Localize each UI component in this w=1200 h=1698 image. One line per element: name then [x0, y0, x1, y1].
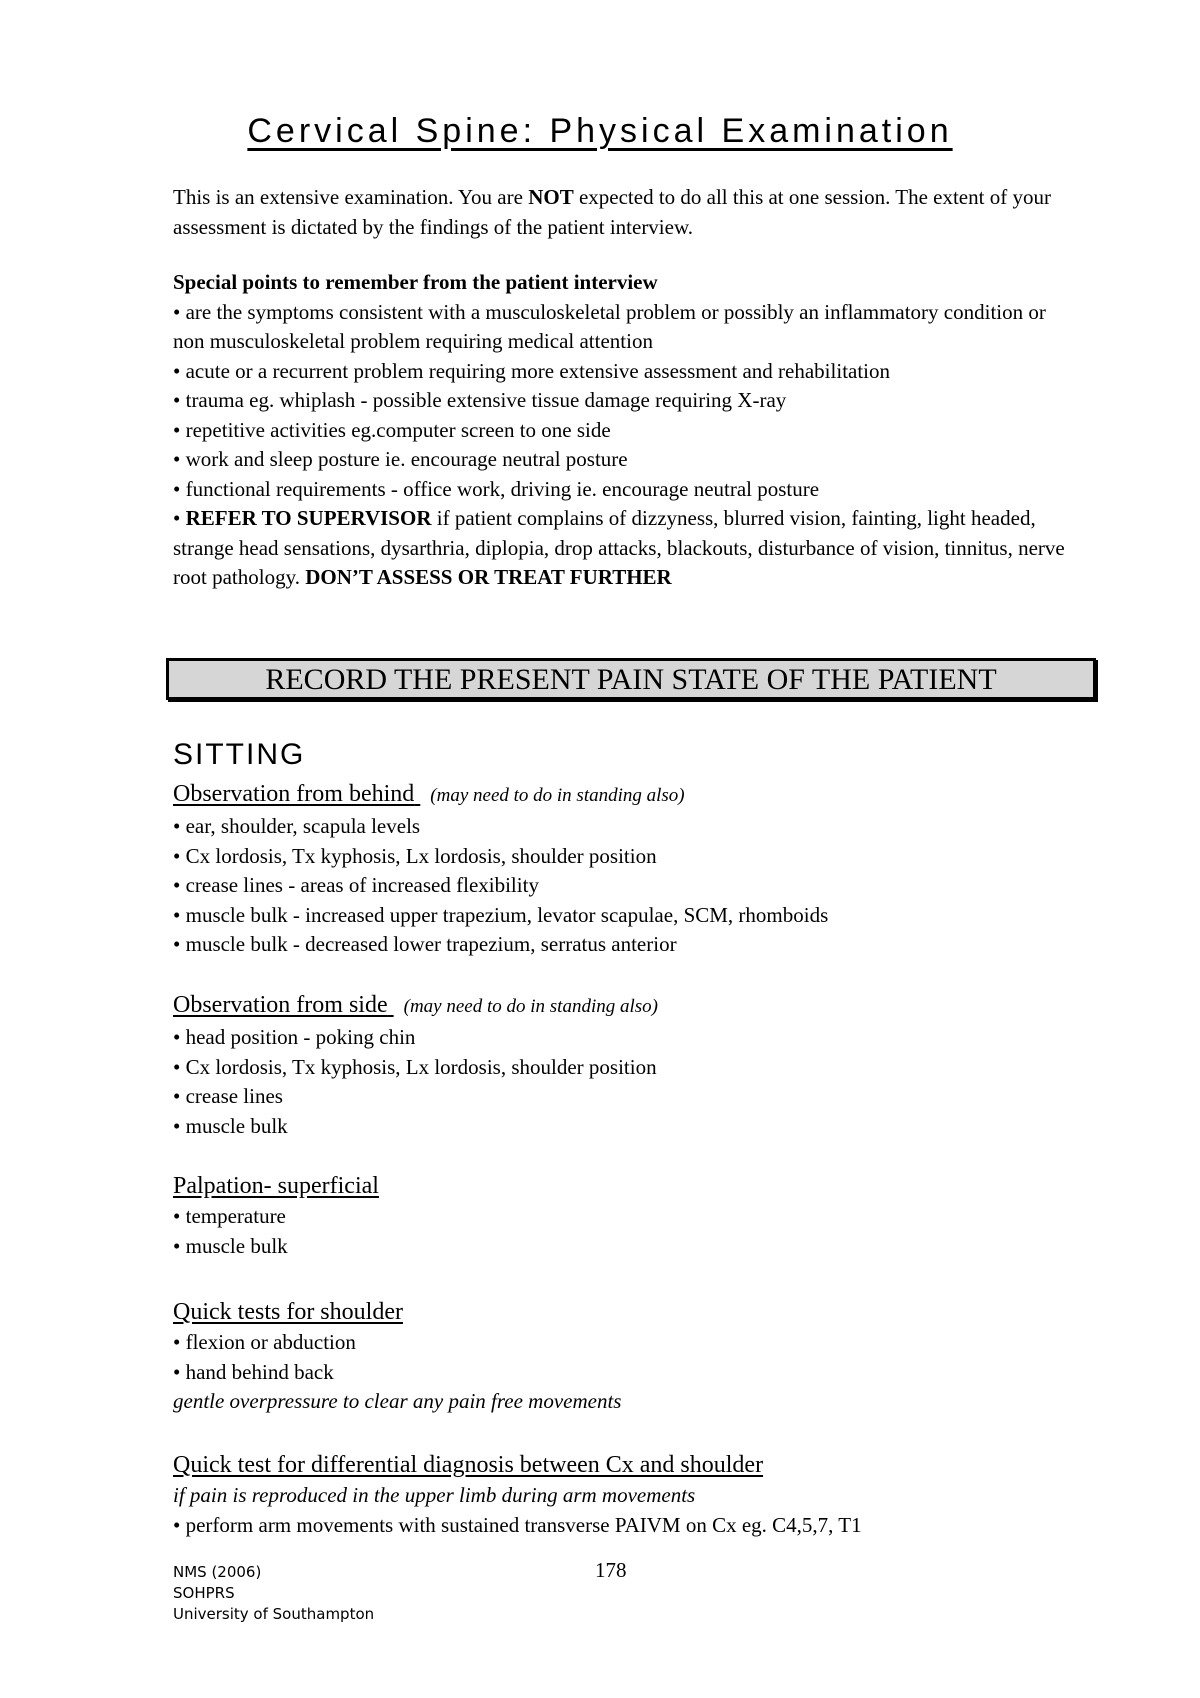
refer-supervisor-item: [173, 504, 1073, 593]
palpation-heading: Palpation- superficial: [173, 1173, 379, 1199]
section-note: if pain is reproduced in the upper limb during arm movements: [173, 1483, 696, 1507]
list-item: • functional requirements - office work, driving ie. encourage neutral posture: [173, 475, 1073, 505]
refer-supervisor-label: REFER TO SUPERVISOR: [185, 506, 432, 530]
special-points-section: [173, 268, 1073, 593]
list-item: • muscle bulk: [173, 1232, 1093, 1262]
list-item: • muscle bulk - increased upper trapezium, levator scapulae, SCM, rhomboids: [173, 901, 1093, 931]
quick-shoulder-section: [173, 1296, 1093, 1417]
sitting-heading: SITTING: [173, 738, 306, 771]
footer-line: SOHPRS: [173, 1584, 235, 1602]
list-item: • crease lines: [173, 1082, 1093, 1112]
differential-diagnosis-section: [173, 1449, 1093, 1540]
intro-paragraph: [173, 183, 1073, 242]
list-item: • head position - poking chin: [173, 1023, 1093, 1053]
observation-behind-heading: Observation from behind: [173, 781, 415, 807]
section-note: gentle overpressure to clear any pain free movements: [173, 1389, 622, 1413]
footer-line: NMS (2006): [173, 1563, 262, 1581]
list-item: • are the symptoms consistent with a musculoskeletal problem or possibly an inflammatory condition or non musculoskeletal problem requiring medical attention: [173, 298, 1073, 357]
list-item: • Cx lordosis, Tx kyphosis, Lx lordosis, shoulder position: [173, 842, 1093, 872]
list-item: • repetitive activities eg.computer screen to one side: [173, 416, 1073, 446]
list-item: • hand behind back: [173, 1358, 1093, 1388]
section-note: (may need to do in standing also): [430, 785, 685, 806]
page-footer: [173, 1562, 374, 1625]
observation-side-heading: Observation from side: [173, 992, 388, 1018]
section-heading: [173, 989, 1093, 1023]
footer-line: University of Southampton: [173, 1605, 375, 1623]
list-item: • perform arm movements with sustained transverse PAIVM on Cx eg. C4,5,7, T1: [173, 1511, 1093, 1541]
list-item: • temperature: [173, 1202, 1093, 1232]
list-item: • muscle bulk - decreased lower trapezium, serratus anterior: [173, 930, 1093, 960]
special-points-heading: Special points to remember from the patient interview: [173, 270, 658, 294]
list-item: • Cx lordosis, Tx kyphosis, Lx lordosis, shoulder position: [173, 1053, 1093, 1083]
page-number: 178: [595, 1558, 627, 1582]
section-note: (may need to do in standing also): [403, 996, 658, 1017]
list-item: • crease lines - areas of increased flexibility: [173, 871, 1093, 901]
refer-supervisor-text: if patient complains of dizzyness, blurred vision, fainting, light headed, strange head sensations, dysarthria, diplopia, drop attacks, blackouts, disturbance of vision, tinnitus, nerve root pathology.: [173, 506, 1065, 589]
palpation-section: [173, 1170, 1093, 1261]
observation-behind-section: [173, 778, 1093, 960]
list-item: • trauma eg. whiplash - possible extensive tissue damage requiring X-ray: [173, 386, 1073, 416]
pain-state-banner: RECORD THE PRESENT PAIN STATE OF THE PATIENT: [166, 658, 1096, 700]
page-title: Cervical Spine: Physical Examination: [247, 112, 953, 150]
section-heading: [173, 778, 1093, 812]
refer-warning: DON’T ASSESS OR TREAT FURTHER: [305, 565, 672, 589]
intro-text-start: This is an extensive examination. You are: [173, 185, 529, 209]
intro-text-end: expected to do all this at one session. The extent of your assessment is dictated by the findings of the patient interview.: [173, 185, 1051, 239]
list-item: • ear, shoulder, scapula levels: [173, 812, 1093, 842]
observation-side-section: [173, 989, 1093, 1141]
list-item: • work and sleep posture ie. encourage neutral posture: [173, 445, 1073, 475]
intro-emphasis: NOT: [528, 185, 574, 209]
list-item: • acute or a recurrent problem requiring more extensive assessment and rehabilitation: [173, 357, 1073, 387]
quick-shoulder-heading: Quick tests for shoulder: [173, 1299, 403, 1325]
list-item: • muscle bulk: [173, 1112, 1093, 1142]
list-item: • flexion or abduction: [173, 1328, 1093, 1358]
differential-heading: Quick test for differential diagnosis between Cx and shoulder: [173, 1452, 764, 1478]
